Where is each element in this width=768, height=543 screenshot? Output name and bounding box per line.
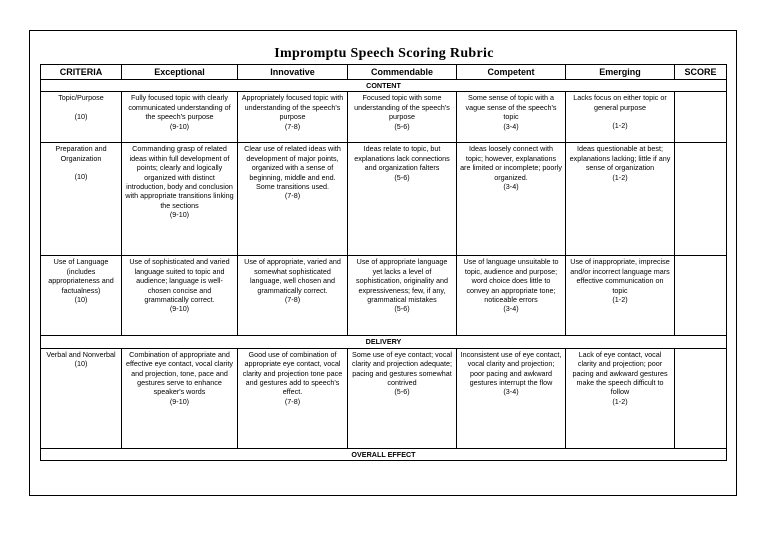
criterion-points: (10) bbox=[74, 172, 88, 182]
score-range: (9-10) bbox=[169, 121, 190, 131]
table-row bbox=[41, 348, 727, 448]
section-delivery: DELIVERY bbox=[41, 336, 727, 348]
emerging-header: Emerging bbox=[566, 65, 675, 80]
table-row bbox=[41, 92, 727, 143]
exceptional-cell bbox=[122, 256, 238, 336]
criterion-points: (10) bbox=[74, 111, 88, 121]
score-cell[interactable] bbox=[675, 256, 727, 336]
score-cell[interactable] bbox=[675, 348, 727, 448]
descriptor-text: Appropriately focused topic with understanding of the speech's purpose bbox=[241, 93, 344, 122]
score-range: (5-6) bbox=[394, 387, 410, 397]
exceptional-cell bbox=[122, 143, 238, 256]
descriptor-text: Some sense of topic with a vague sense of the speech's topic bbox=[465, 93, 557, 122]
score-range: (1-2) bbox=[612, 121, 628, 131]
criterion-points: (10) bbox=[74, 359, 88, 369]
criterion-cell bbox=[41, 143, 122, 256]
score-range: (9-10) bbox=[169, 210, 190, 220]
descriptor-text: Use of sophisticated and varied language suited to topic and audience; language is well-chosen concise and grammatically correct. bbox=[129, 257, 230, 305]
descriptor-text: Ideas loosely connect with topic; however, explanations are limited or incomplete; poorly organized. bbox=[460, 144, 562, 182]
page-title: Impromptu Speech Scoring Rubric bbox=[274, 46, 494, 61]
table-row bbox=[41, 143, 727, 256]
descriptor-text: Lack of eye contact, vocal clarity and projection; poor pacing and awkward gestures make the speech difficult to follow bbox=[572, 349, 668, 397]
score-range: (1-2) bbox=[612, 172, 628, 182]
commendable-cell bbox=[348, 92, 457, 143]
score-range: (1-2) bbox=[612, 295, 628, 305]
criterion-name: Verbal and Nonverbal bbox=[46, 349, 116, 359]
innovative-header: Innovative bbox=[238, 65, 348, 80]
section-row-content bbox=[41, 80, 727, 92]
emerging-cell bbox=[566, 256, 675, 336]
score-range: (9-10) bbox=[169, 396, 190, 406]
innovative-cell bbox=[238, 143, 348, 256]
criterion-name: Use of Language (includes appropriateness and factualness) bbox=[48, 257, 114, 295]
score-range: (5-6) bbox=[394, 304, 410, 314]
descriptor-text: Lacks focus on either topic or general purpose bbox=[573, 93, 667, 112]
criterion-points: (10) bbox=[74, 295, 88, 305]
descriptor-text: Use of appropriate language yet lacks a level of sophistication, originality and expressiveness; few, if any, grammatical mistakes bbox=[356, 257, 448, 305]
emerging-cell bbox=[566, 92, 675, 143]
criteria-header: CRITERIA bbox=[41, 65, 122, 80]
descriptor-text: Some use of eye contact; vocal clarity and projection adequate; pacing and gestures somewhat contrived bbox=[352, 349, 452, 388]
criterion-cell bbox=[41, 348, 122, 448]
criterion-name: Topic/Purpose bbox=[58, 93, 104, 103]
score-range: (3-4) bbox=[503, 121, 519, 131]
score-range: (5-6) bbox=[394, 172, 410, 182]
descriptor-text: Use of appropriate, varied and somewhat sophisticated language, well chosen and grammatically correct. bbox=[244, 257, 341, 295]
score-range: (3-4) bbox=[503, 387, 519, 397]
section-overall-effect: OVERALL EFFECT bbox=[41, 448, 727, 460]
commendable-cell bbox=[348, 256, 457, 336]
score-range: (1-2) bbox=[612, 396, 628, 406]
section-row-overall bbox=[41, 448, 727, 460]
emerging-cell bbox=[566, 143, 675, 256]
score-cell[interactable] bbox=[675, 92, 727, 143]
table-row bbox=[41, 256, 727, 336]
score-range: (7-8) bbox=[284, 191, 301, 201]
score-header: SCORE bbox=[675, 65, 727, 80]
descriptor-text: Focused topic with some understanding of the speech's purpose bbox=[354, 93, 450, 122]
descriptor-text: Fully focused topic with clearly communicated understanding of the speech's purpose bbox=[128, 93, 231, 122]
criterion-name: Preparation and Organization bbox=[55, 144, 107, 163]
score-range: (5-6) bbox=[394, 121, 410, 131]
emerging-cell bbox=[566, 348, 675, 448]
exceptional-header: Exceptional bbox=[122, 65, 238, 80]
header-row bbox=[41, 65, 727, 80]
score-range: (3-4) bbox=[503, 304, 519, 314]
score-range: (9-10) bbox=[169, 304, 190, 314]
score-cell[interactable] bbox=[675, 143, 727, 256]
descriptor-text: Ideas questionable at best; explanations lacking; little if any sense of organization bbox=[569, 144, 671, 173]
section-row-delivery bbox=[41, 336, 727, 348]
descriptor-text: Commanding grasp of related ideas within full development of points; clearly and logically organized with distinct introduction, body and conclusion with appropriate transitions linking the sections bbox=[125, 144, 234, 210]
competent-cell bbox=[457, 92, 566, 143]
exceptional-cell bbox=[122, 92, 238, 143]
commendable-cell bbox=[348, 348, 457, 448]
innovative-cell bbox=[238, 348, 348, 448]
descriptor-text: Inconsistent use of eye contact, vocal clarity and projection; poor pacing and awkward gestures interrupt the flow bbox=[460, 349, 562, 388]
score-range: (3-4) bbox=[503, 182, 519, 192]
criterion-cell bbox=[41, 256, 122, 336]
commendable-header: Commendable bbox=[348, 65, 457, 80]
score-range: (7-8) bbox=[284, 295, 301, 305]
descriptor-text: Good use of combination of appropriate eye contact, vocal clarity and projection tone pace and gestures add to speech's effect. bbox=[242, 349, 343, 397]
innovative-cell bbox=[238, 92, 348, 143]
score-range: (7-8) bbox=[284, 121, 301, 131]
innovative-cell bbox=[238, 256, 348, 336]
rubric-table bbox=[40, 64, 727, 461]
criterion-cell bbox=[41, 92, 122, 143]
exceptional-cell bbox=[122, 348, 238, 448]
descriptor-text: Ideas relate to topic, but explanations lack connections and organization falters bbox=[354, 144, 450, 173]
descriptor-text: Use of inappropriate, imprecise and/or incorrect language mars effective communication on topic bbox=[570, 257, 670, 295]
competent-cell bbox=[457, 256, 566, 336]
commendable-cell bbox=[348, 143, 457, 256]
competent-cell bbox=[457, 348, 566, 448]
section-content: CONTENT bbox=[41, 80, 727, 92]
competent-header: Competent bbox=[457, 65, 566, 80]
competent-cell bbox=[457, 143, 566, 256]
descriptor-text: Clear use of related ideas with development of major points, organized with a sense of beginning, middle and end. Some transitions used. bbox=[244, 144, 341, 192]
score-range: (7-8) bbox=[284, 396, 301, 406]
descriptor-text: Combination of appropriate and effective eye contact, vocal clarity and projection, tone, pace and gestures serve to enhance speaker's words bbox=[126, 349, 233, 397]
descriptor-text: Use of language unsuitable to topic, audience and purpose; word choice does little to convey an appropriate tone; noticeable errors bbox=[463, 257, 559, 305]
